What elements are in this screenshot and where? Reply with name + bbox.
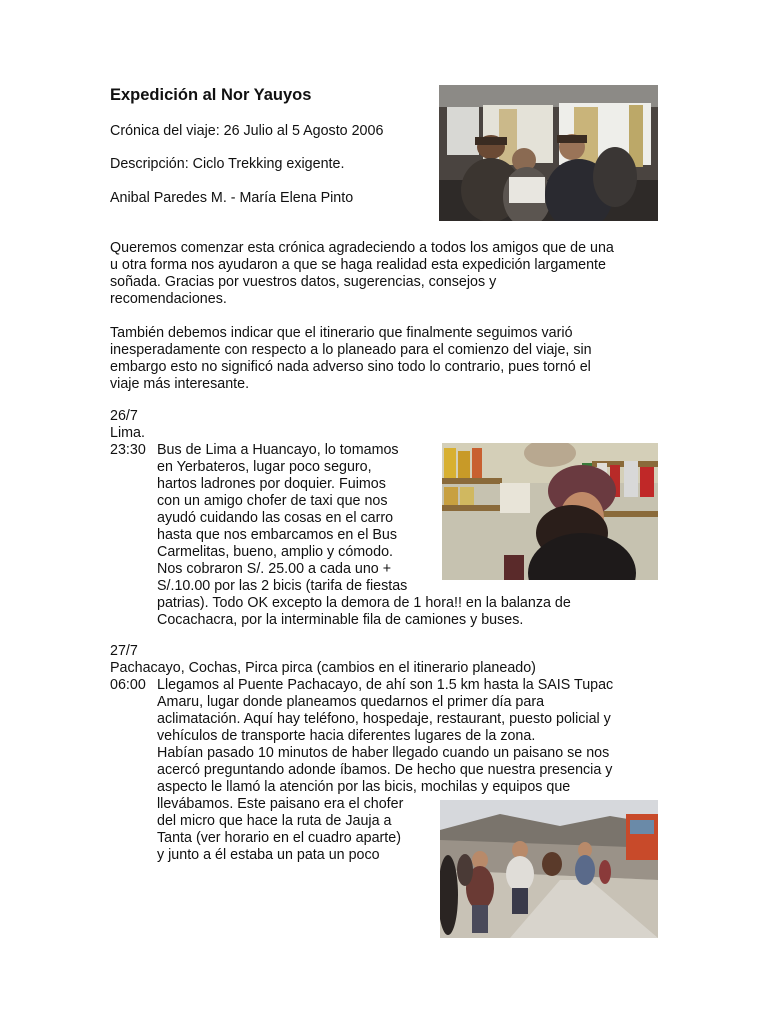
day2-date: 27/7 [110, 643, 138, 659]
intro-line: u otra forma nos ayudaron a que se haga realidad esta expedición largamente [110, 257, 606, 273]
day1-line: Carmelitas, bueno, amplio y cómodo. [157, 544, 394, 560]
page-title: Expedición al Nor Yauyos [110, 86, 312, 104]
itinerary-line: inesperadamente con respecto a lo planeado para el comienzo del viaje, sin [110, 342, 592, 358]
road-group-photo [440, 800, 658, 938]
authors: Anibal Paredes M. - María Elena Pinto [110, 190, 354, 206]
day1-line: con un amigo chofer de taxi que nos [157, 493, 388, 509]
intro-paragraph [110, 240, 660, 308]
itinerary-line: También debemos indicar que el itinerario que finalmente seguimos varió [110, 325, 573, 341]
day1-time: 23:30 [110, 442, 146, 458]
day2-line: Habían pasado 10 minutos de haber llegado cuando un paisano se nos [157, 745, 610, 761]
day2-line: y junto a él estaba un pata un poco [157, 847, 380, 863]
day1-line: ayudó cuidando las cosas en el carro [157, 510, 394, 526]
day2-line: Tanta (ver horario en el cuadro aparte) [157, 830, 401, 846]
intro-line: soñada. Gracias por vuestros datos, sugerencias, consejos y [110, 274, 497, 290]
day2-line: del micro que hace la ruta de Jauja a [157, 813, 392, 829]
day1-line: hasta que nos embarcamos en el Bus [157, 527, 398, 543]
day2-line: Llegamos al Puente Pachacayo, de ahí son 1.5 km hasta la SAIS Tupac [157, 677, 614, 693]
day2-line: aclimatación. Aquí hay teléfono, hospedaje, restaurant, puesto policial y [157, 711, 611, 727]
chronicle-dates: Crónica del viaje: 26 Julio al 5 Agosto 2006 [110, 123, 384, 139]
day1-line: Bus de Lima a Huancayo, lo tomamos [157, 442, 399, 458]
day1-place: Lima. [110, 425, 145, 441]
itinerary-paragraph [110, 325, 660, 393]
trip-description: Descripción: Ciclo Trekking exigente. [110, 156, 345, 172]
day1-line: Cocachacra, por la interminable fila de camiones y buses. [157, 612, 524, 628]
day2-line: acercó preguntando adonde íbamos. De hecho que nuestra presencia y [157, 762, 613, 778]
day2-line: aspecto le llamó la atención por las bicis, mochilas y equipos que [157, 779, 571, 795]
itinerary-line: embargo esto no significó nada adverso sino todo lo contrario, pues tornó el [110, 359, 591, 375]
day2-time: 06:00 [110, 677, 146, 693]
day1-line: hartos ladrones por doquier. Fuimos [157, 476, 386, 492]
day1-line: Nos cobraron S/. 25.00 a cada uno + [157, 561, 392, 577]
day1-line: patrias). Todo OK excepto la demora de 1 hora!! en la balanza de [157, 595, 571, 611]
day2-line: llevábamos. Este paisano era el chofer [157, 796, 404, 812]
intro-line: Queremos comenzar esta crónica agradeciendo a todos los amigos que de una [110, 240, 614, 256]
itinerary-line: viaje más interesante. [110, 376, 250, 392]
day1-line: S/.10.00 por las 2 bicis (tarifa de fiestas [157, 578, 408, 594]
intro-line: recomendaciones. [110, 291, 227, 307]
day2-line: vehículos de transporte hacia diferentes lugares de la zona. [157, 728, 536, 744]
day1-line: en Yerbateros, lugar poco seguro, [157, 459, 372, 475]
bus-interior-photo [439, 85, 658, 221]
day1-date: 26/7 [110, 408, 138, 424]
day2-line: Amaru, lugar donde planeamos quedarnos el primer día para [157, 694, 545, 710]
day2-place: Pachacayo, Cochas, Pirca pirca (cambios en el itinerario planeado) [110, 660, 536, 676]
shop-woman-photo [442, 443, 658, 580]
